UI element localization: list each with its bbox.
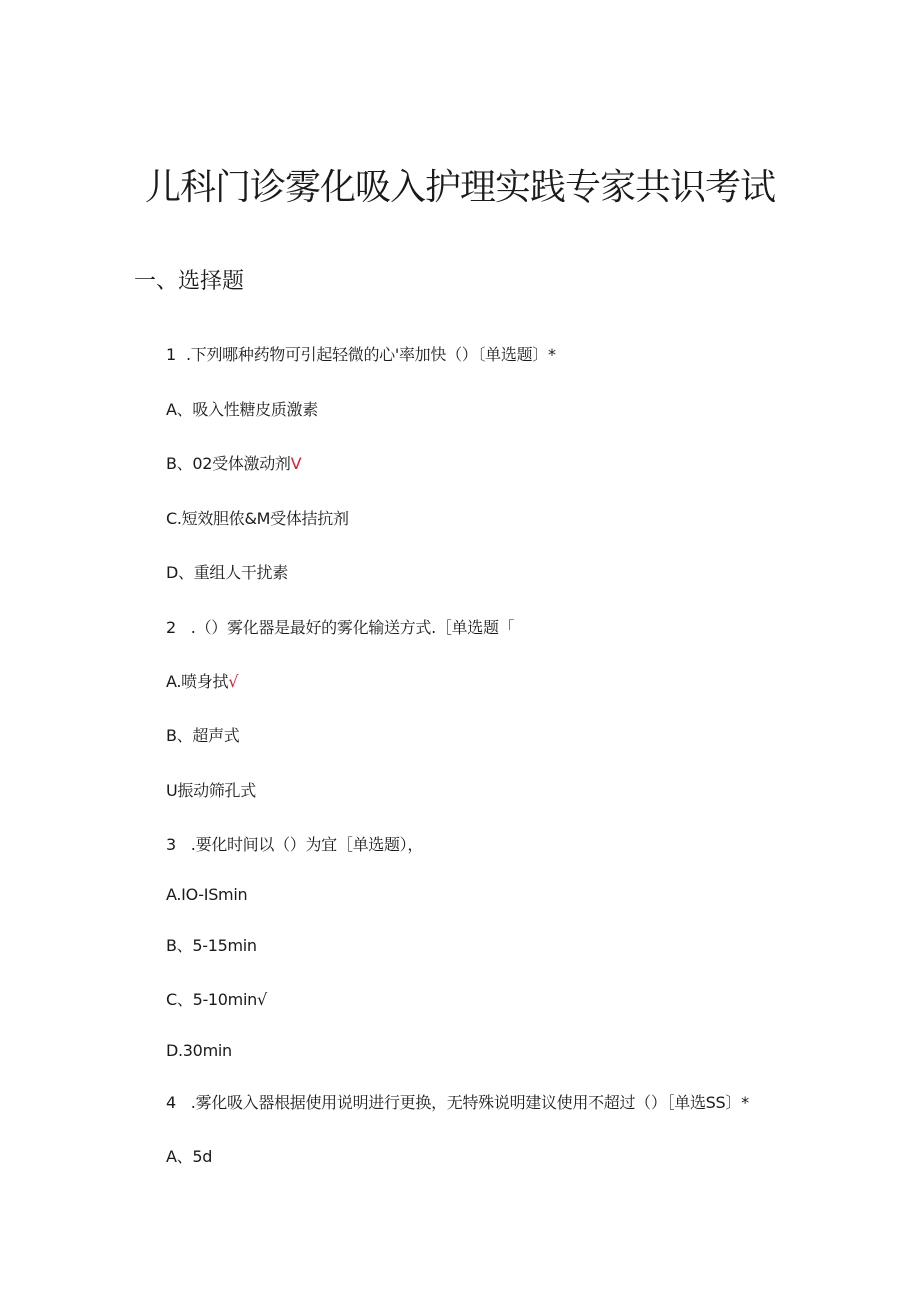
question-1: [166, 343, 556, 367]
option-2c: [166, 779, 256, 803]
option-1a: [166, 398, 318, 422]
option-1b: [166, 452, 301, 476]
question-number: 4: [166, 1093, 176, 1112]
option-1d: [166, 561, 288, 585]
option-text: A、5d: [166, 1147, 213, 1166]
option-text: D.30min: [166, 1041, 232, 1060]
question-2: [166, 616, 514, 640]
question-4: [166, 1091, 749, 1115]
question-number: 3: [166, 835, 176, 854]
question-number: 1: [166, 345, 176, 364]
question-number: 2: [166, 618, 176, 637]
option-text: C.短效胆侬&M受体拮抗剂: [166, 509, 349, 528]
option-text: A、吸入性糖皮质激素: [166, 400, 318, 419]
option-text: C、5-10min√: [166, 990, 267, 1009]
option-text: B、超声式: [166, 726, 240, 745]
option-3c: [166, 988, 267, 1012]
section-heading: 一、选择题: [134, 269, 245, 294]
correct-check-mark: √: [228, 672, 239, 691]
option-text: B、5-15min: [166, 936, 257, 955]
option-2a: [166, 670, 238, 694]
question-3: [166, 833, 423, 857]
question-text: .下列哪种药物可引起轻微的心'率加快（）〔单选题〕*: [186, 345, 556, 364]
option-text: B、02受体激动剂: [166, 454, 291, 473]
question-text: .要化时间以（）为宜［单选题），: [186, 835, 424, 854]
option-text: U振动筛孔式: [166, 781, 256, 800]
option-4a: [166, 1145, 212, 1169]
correct-check-mark: V: [290, 454, 302, 473]
option-1c: [166, 507, 349, 531]
option-text: A.喷身拭: [166, 672, 229, 691]
option-2b: [166, 724, 239, 748]
option-3a: [166, 883, 247, 907]
page-title: 儿科门诊雾化吸入护理实践专家共识考试: [144, 167, 775, 208]
option-3b: [166, 934, 257, 958]
option-3d: [166, 1039, 232, 1063]
option-text: A.IO-ISmin: [166, 885, 248, 904]
question-text: .雾化吸入器根据使用说明进行更换，无特殊说明建议使用不超过（）［单选SS〕*: [186, 1093, 749, 1112]
option-text: D、重组人干扰素: [166, 563, 288, 582]
question-text: .（）雾化器是最好的雾化输送方式.［单选题「: [186, 618, 515, 637]
